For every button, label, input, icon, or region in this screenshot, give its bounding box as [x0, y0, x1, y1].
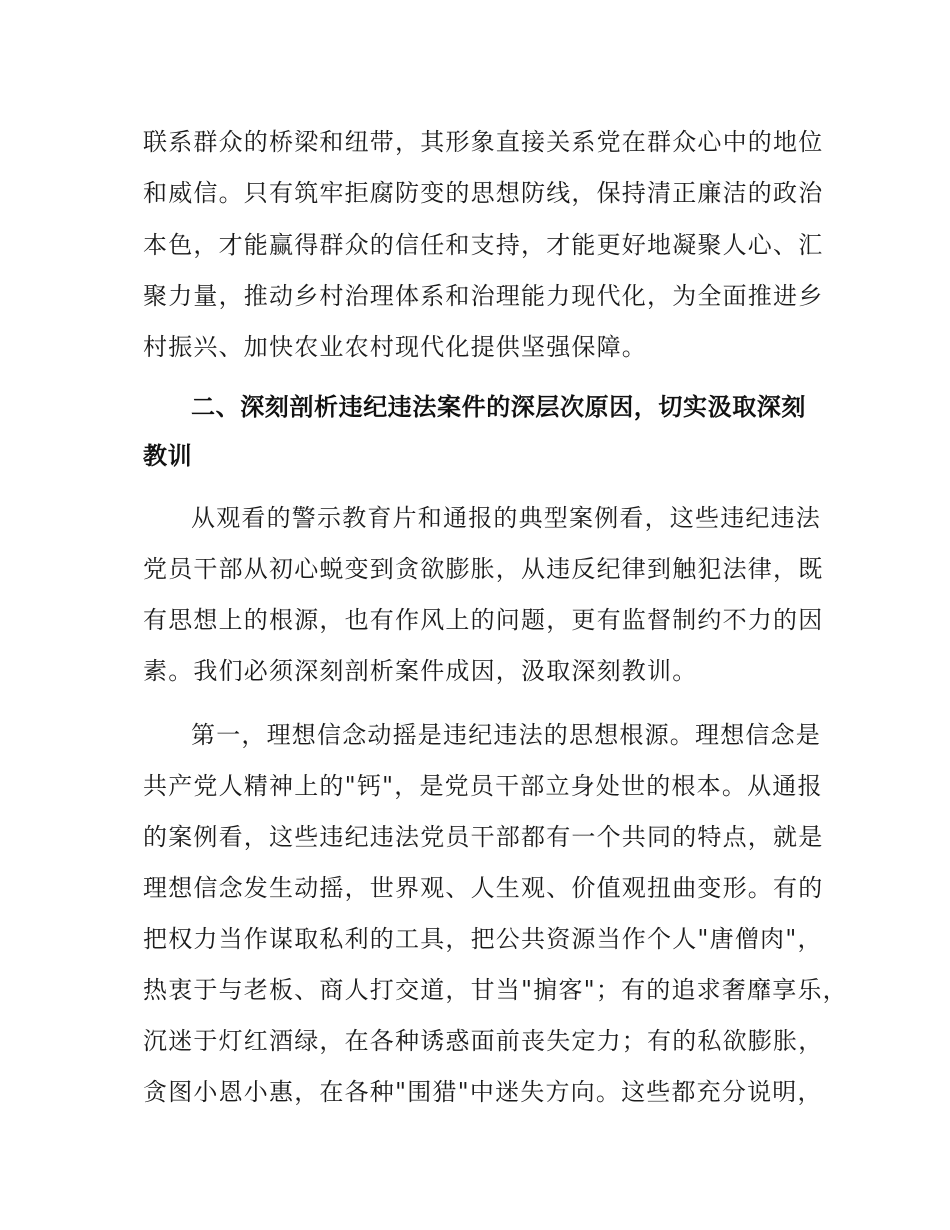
paragraph-line: 热衷于与老板、商人打交道，甘当"掮客"；有的追求奢靡享乐， — [143, 976, 848, 1004]
paragraph-line: 联系群众的桥梁和纽带，其形象直接关系党在群众心中的地位 — [143, 128, 824, 156]
paragraph-line: 和威信。只有筑牢拒腐防变的思想防线，保持清正廉洁的政治 — [143, 179, 824, 207]
paragraph-line: 理想信念发生动摇，世界观、人生观、价值观扭曲变形。有的 — [143, 874, 824, 902]
paragraph-line: 从观看的警示教育片和通报的典型案例看，这些违纪违法 — [191, 504, 821, 532]
paragraph-line: 素。我们必须深刻剖析案件成因，汲取深刻教训。 — [143, 657, 698, 685]
heading-line: 教训 — [143, 442, 193, 470]
paragraph-line: 共产党人精神上的"钙"，是党员干部立身处世的根本。从通报 — [143, 772, 823, 800]
paragraph-line: 贪图小恩小惠，在各种"围猎"中迷失方向。这些都充分说明， — [143, 1078, 823, 1106]
paragraph-line: 聚力量，推动乡村治理体系和治理能力现代化，为全面推进乡 — [143, 282, 824, 310]
paragraph-line: 党员干部从初心蜕变到贪欲膨胀，从违反纪律到触犯法律，既 — [143, 555, 824, 583]
paragraph-line: 把权力当作谋取私利的工具，把公共资源当作个人"唐僧肉"， — [143, 925, 823, 953]
paragraph-line: 的案例看，这些违纪违法党员干部都有一个共同的特点，就是 — [143, 823, 824, 851]
paragraph-line: 第一，理想信念动摇是违纪违法的思想根源。理想信念是 — [191, 721, 821, 749]
paragraph-line: 有思想上的根源，也有作风上的问题，更有监督制约不力的因 — [143, 606, 824, 634]
paragraph-line: 村振兴、加快农业农村现代化提供坚强保障。 — [143, 333, 647, 361]
paragraph-line: 本色，才能赢得群众的信任和支持，才能更好地凝聚人心、汇 — [143, 231, 824, 259]
paragraph-line: 沉迷于灯红酒绿，在各种诱惑面前丧失定力；有的私欲膨胀， — [143, 1027, 824, 1055]
heading-line: 二、深刻剖析违纪违法案件的深层次原因，切实汲取深刻 — [191, 393, 806, 421]
